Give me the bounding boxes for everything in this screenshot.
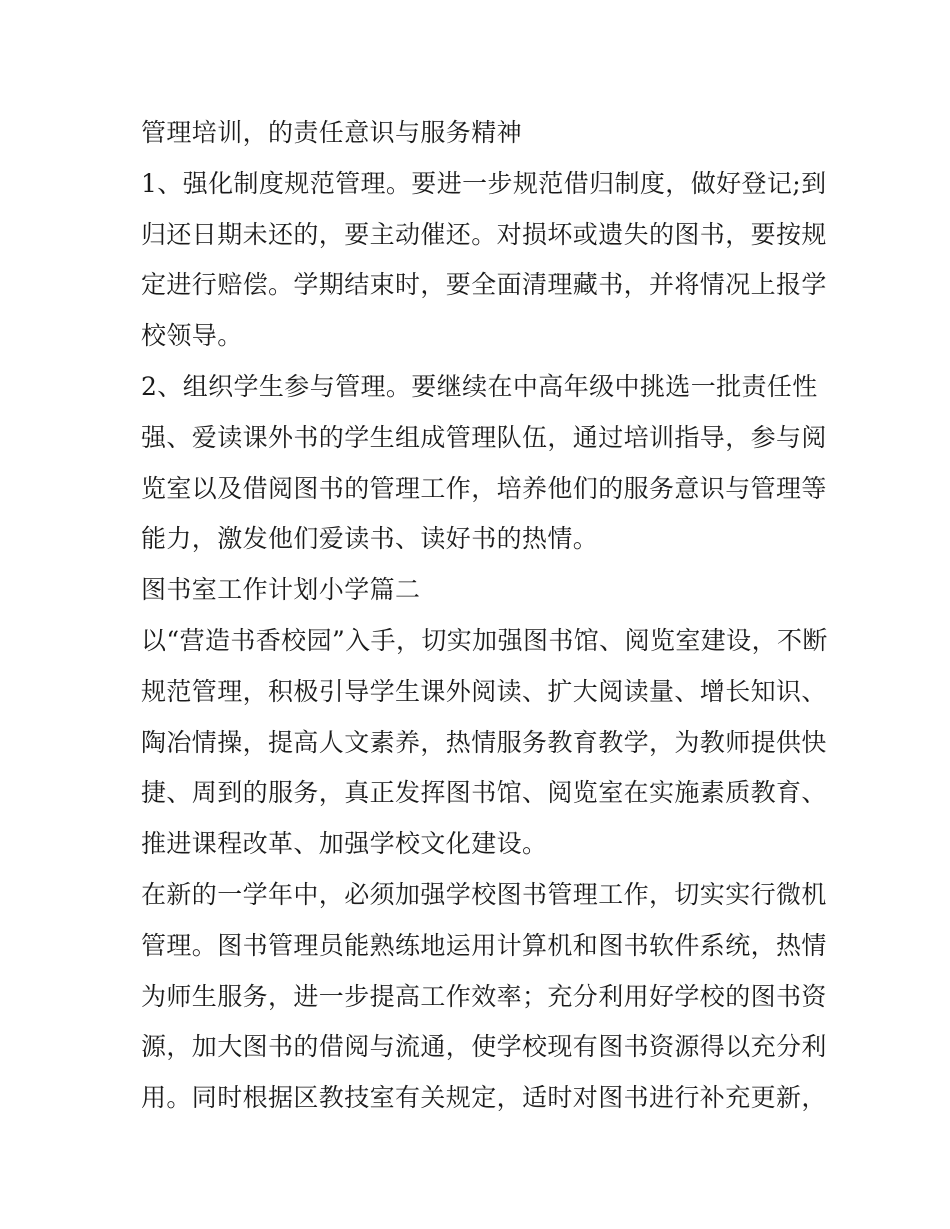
intro-line [141, 108, 817, 159]
text-line: 推进课程改革、加强学校文化建设。 [141, 829, 548, 859]
text-line: 强、爱读课外书的学生组成管理队伍，通过培训指导，参与阅 [141, 422, 827, 452]
section-paragraph-2 [141, 870, 827, 1124]
heading-line: 图书室工作计划小学篇二 [141, 575, 421, 605]
section-paragraph-1 [141, 616, 828, 870]
text-line: 捷、周到的服务，真正发挥图书馆、阅览室在实施素质教育、 [141, 778, 827, 808]
text-line: 规范管理，积极引导学生课外阅读、扩大阅读量、增长知识、 [141, 676, 827, 706]
text-line: 在新的一学年中，必须加强学校图书管理工作，切实实行微机 [141, 879, 827, 909]
text-line: 源，加大图书的借阅与流通，使学校现有图书资源得以充分利 [141, 1032, 827, 1062]
text-line: 览室以及借阅图书的管理工作，培养他们的服务意识与管理等 [141, 473, 827, 503]
text-line: 为师生服务，进一步提高工作效率；充分利用好学校的图书资 [141, 981, 827, 1011]
text-line: 管理。图书管理员能熟练地运用计算机和图书软件系统，热情 [141, 930, 827, 960]
text-line: 能力，激发他们爱读书、读好书的热情。 [141, 524, 599, 554]
text-line: 2、组织学生参与管理。要继续在中高年级中挑选一批责任性 [141, 371, 818, 401]
list-item-1 [141, 159, 827, 362]
text-line: 用。同时根据区教技室有关规定，适时对图书进行补充更新， [141, 1083, 827, 1113]
text-line: 以“营造书香校园”入手，切实加强图书馆、阅览室建设，不断 [141, 625, 828, 655]
section-heading [141, 565, 817, 616]
text-line: 管理培训，的责任意识与服务精神 [141, 118, 523, 147]
text-line: 定进行赔偿。学期结束时，要全面清理藏书，并将情况上报学 [141, 270, 827, 300]
text-line: 陶冶情操，提高人文素养，热情服务教育教学，为教师提供快 [141, 727, 827, 757]
list-item-2 [141, 362, 827, 565]
text-line: 归还日期未还的，要主动催还。对损坏或遗失的图书，要按规 [141, 219, 827, 249]
document-body [141, 108, 828, 1124]
text-line: 1、强化制度规范管理。要进一步规范借归制度，做好登记;到 [141, 168, 827, 198]
text-line: 校领导。 [141, 321, 243, 351]
